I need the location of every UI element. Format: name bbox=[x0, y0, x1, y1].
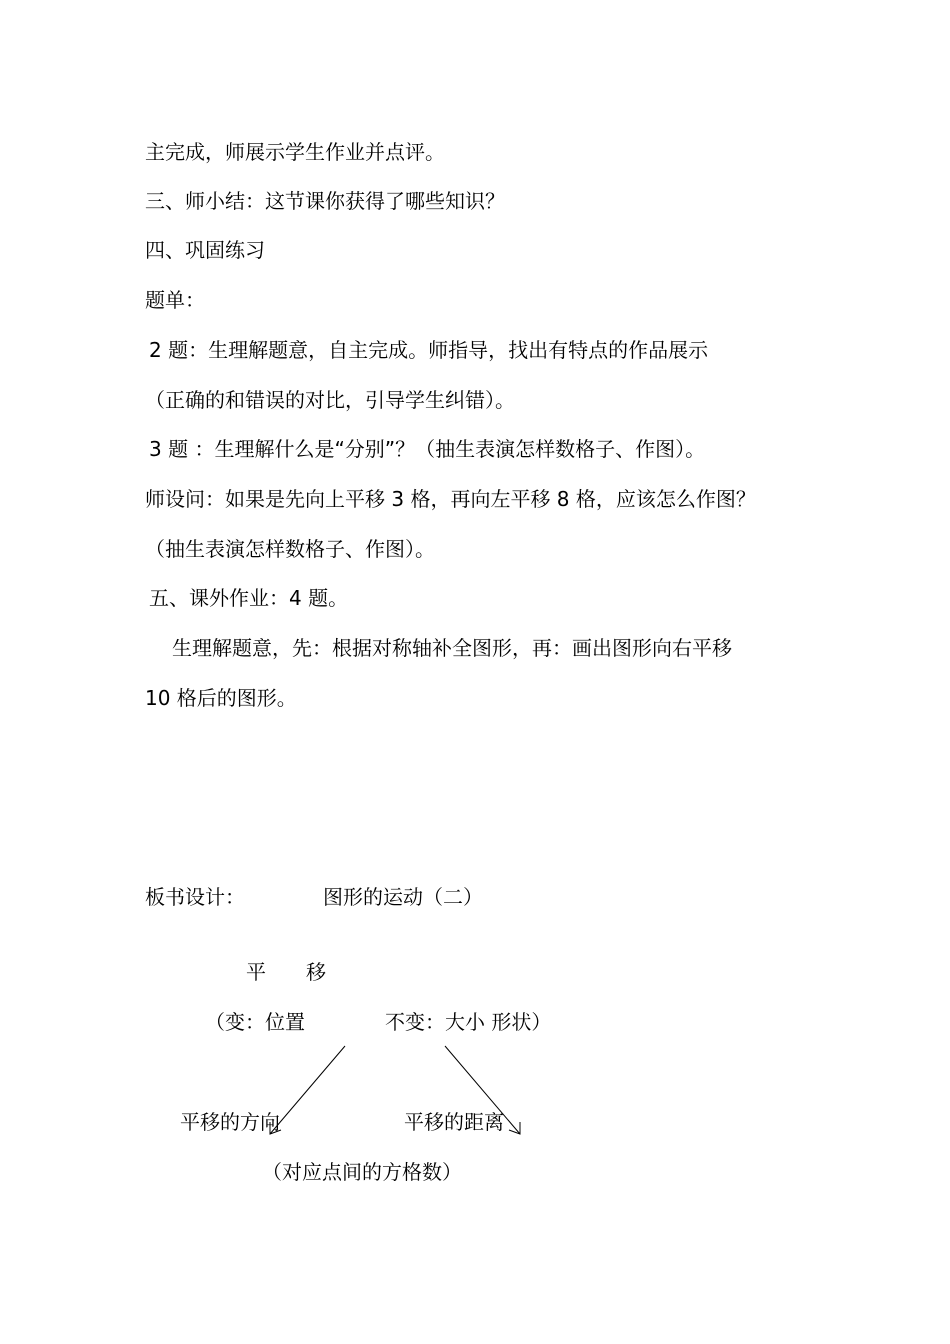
text-line: （正确的和错误的对比，引导学生纠错）。 bbox=[145, 388, 515, 412]
board-distance: 平移的距离 bbox=[404, 1110, 504, 1134]
text-line: 2 题：生理解题意，自主完成。师指导，找出有特点的作品展示 bbox=[149, 338, 709, 362]
text-line: 生理解题意，先：根据对称轴补全图形，再：画出图形向右平移 bbox=[172, 636, 732, 660]
text-line: 五、课外作业：4 题。 bbox=[149, 586, 349, 610]
text-line: 四、巩固练习 bbox=[145, 238, 265, 262]
text-line: 3 题 ：生理解什么是“分别”？（抽生表演怎样数格子、作图）。 bbox=[149, 437, 706, 461]
text-line: 三、师小结：这节课你获得了哪些知识？ bbox=[145, 189, 505, 213]
text-line: （抽生表演怎样数格子、作图）。 bbox=[145, 537, 435, 561]
board-title: 图形的运动（二） bbox=[323, 885, 483, 909]
board-change: （变：位置 bbox=[205, 1010, 305, 1034]
text-line: 题单： bbox=[145, 288, 205, 312]
board-note: （对应点间的方格数） bbox=[262, 1160, 462, 1184]
text-line: 10 格后的图形。 bbox=[145, 686, 297, 710]
text-line: 主完成，师展示学生作业并点评。 bbox=[145, 140, 445, 164]
text-line: 师设问：如果是先向上平移 3 格，再向左平移 8 格，应该怎么作图？ bbox=[145, 487, 756, 511]
board-nochange: 不变：大小 形状） bbox=[385, 1010, 552, 1034]
arrow-right bbox=[445, 1046, 520, 1134]
board-design-label: 板书设计： bbox=[145, 885, 245, 909]
board-heading: 平 移 bbox=[246, 960, 326, 984]
board-direction: 平移的方向 bbox=[180, 1110, 280, 1134]
arrow-left bbox=[270, 1046, 345, 1134]
